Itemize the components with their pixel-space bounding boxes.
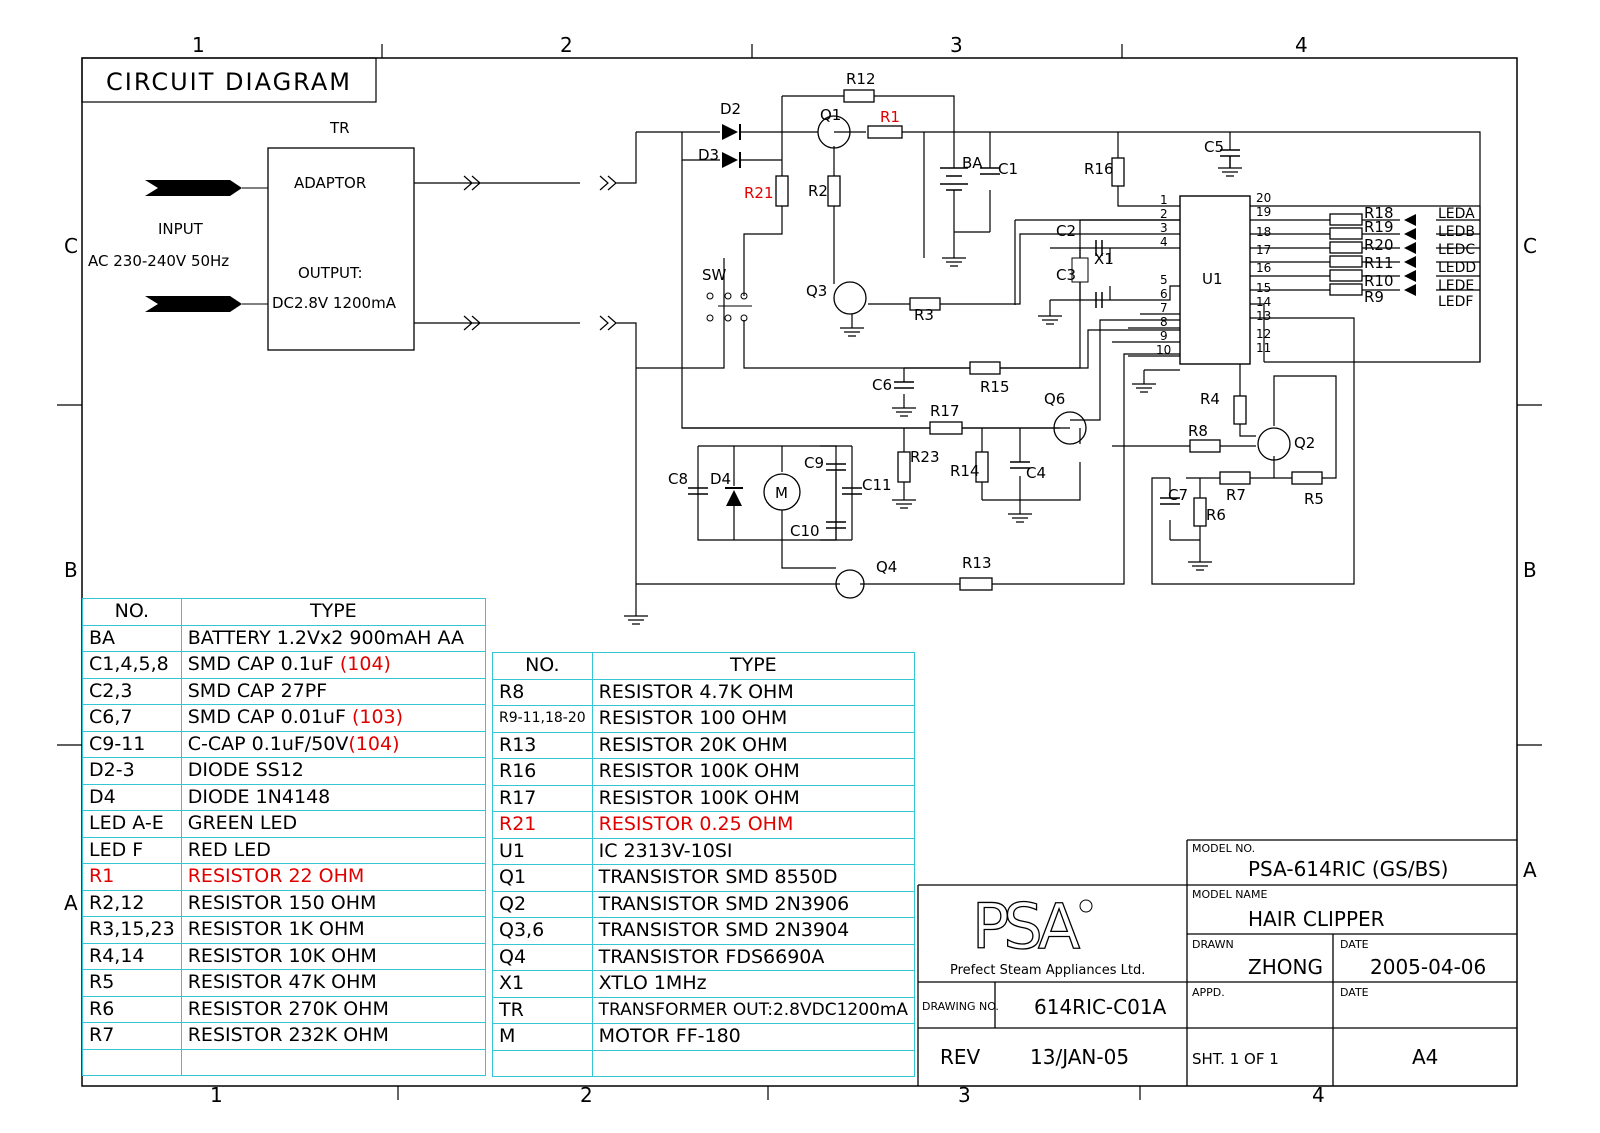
label-ledb: LEDB [1438,224,1476,240]
switch-sw [707,293,752,321]
svg-text:19: 19 [1256,205,1272,219]
bom-left-cell-no: C6,7 [83,705,182,732]
label-r10: R10 [1364,272,1394,290]
bom-right-cell-type-text: TRANSISTOR SMD 2N3906 [598,892,850,915]
date-label: DATE [1340,938,1369,951]
svg-text:10: 10 [1156,343,1172,357]
label-r16: R16 [1084,160,1114,178]
table-row [493,865,915,892]
label-c3: C3 [1056,266,1077,284]
table-row [493,812,915,839]
label-ba: BA [962,154,983,172]
bom-left-cell-type [181,996,485,1023]
input-plug-bottom [145,296,268,312]
label-r4: R4 [1200,390,1220,408]
bom-right-cell-type [592,891,914,918]
resistor-r6 [1194,498,1206,526]
transistor-q4 [836,570,864,598]
col-marker-bottom-2: 2 [580,1083,593,1107]
table-row [83,1023,486,1050]
table-row [83,943,486,970]
table-row [493,838,915,865]
bom-right-cell-type-text: TRANSISTOR SMD 8550D [598,866,838,889]
table-row [83,678,486,705]
resistor-r17 [930,422,962,434]
adaptor-output-value: DC2.8V 1200mA [272,294,396,312]
svg-text:11: 11 [1256,341,1272,355]
resistor-r4 [1234,396,1246,424]
bom-right-cell-type-text: XTLO 1MHz [598,972,707,995]
label-c10: C10 [790,522,820,540]
bom-left-cell-type-text: SMD CAP 0.01uF [187,706,352,729]
table-row [83,758,486,785]
bom-left-cell-type [181,970,485,997]
bom-right-cell-type-text: TRANSISTOR SMD 2N3904 [598,919,850,942]
table-row [493,785,915,812]
row-marker-left-c: C [64,234,78,258]
date-value: 2005-04-06 [1370,955,1487,979]
table-row [493,706,915,733]
resistor-r5 [1292,472,1322,484]
label-lede: LEDE [1438,278,1475,294]
col-marker-top-3: 3 [950,33,963,57]
col-marker-top-2: 2 [560,33,573,57]
drawing-no-label: DRAWING NO. [922,1000,999,1013]
bom-right-cell-type-text: IC 2313V-10SI [598,839,733,862]
label-c7: C7 [1168,486,1189,504]
label-q4: Q4 [876,558,898,576]
label-r9: R9 [1364,288,1384,306]
label-r1: R1 [880,108,900,126]
table-row [83,996,486,1023]
table-row [493,679,915,706]
bom-left-cell-no: R2,12 [83,890,182,917]
psa-logo [972,890,1092,963]
bom-right-cell-no: Q2 [493,891,593,918]
resistor-r1 [868,126,902,138]
bom-left-cell-no: R7 [83,1023,182,1050]
label-c1: C1 [998,160,1019,178]
page-title: CIRCUIT DIAGRAM [106,68,352,96]
col-marker-top-4: 4 [1295,33,1308,57]
label-q3: Q3 [806,282,828,300]
adaptor-name: ADAPTOR [294,174,367,192]
label-leda: LEDA [1438,206,1475,222]
bom-left-cell-type [181,837,485,864]
resistor-r18 [1330,214,1362,225]
label-ledc: LEDC [1438,242,1476,258]
resistor-r23 [898,452,910,482]
bom-left-cell-type-text: DIODE 1N4148 [187,785,331,808]
label-d3: D3 [698,146,720,164]
sheet-size: A4 [1412,1045,1439,1069]
label-ledd: LEDD [1438,260,1477,276]
bom-right-cell-no: R17 [493,785,593,812]
model-name-label: MODEL NAME [1192,888,1268,901]
table-row [83,811,486,838]
bom-right-cell-no: Q1 [493,865,593,892]
bom-left-cell-type-text: RESISTOR 150 OHM [187,891,377,914]
bom-left-cell-no: BA [83,625,182,652]
bom-right-cell-no: TR [493,997,593,1024]
bom-left-cell-type-text: SMD CAP 27PF [187,679,328,702]
bom-left-cell-type-code: (104) [339,653,391,676]
label-ledf: LEDF [1438,294,1474,310]
bom-left-cell-type [181,731,485,758]
table-row [493,918,915,945]
svg-text:12: 12 [1256,327,1272,341]
label-c2: C2 [1056,222,1077,240]
bom-left-cell-type [181,625,485,652]
resistor-r10 [1330,270,1362,281]
bom-right-cell-type [592,918,914,945]
svg-text:15: 15 [1256,281,1272,295]
bom-left-cell-no: R4,14 [83,943,182,970]
bom-right-cell-type-text: RESISTOR 100K OHM [598,760,800,783]
table-row [83,890,486,917]
bom-left-cell-type-text: RESISTOR 47K OHM [187,971,377,994]
input-plug-top [145,180,268,196]
bom-left-cell-no: D4 [83,784,182,811]
bom-left-cell-type [181,705,485,732]
bom-left-cell-type-text: SMD CAP 0.1uF [187,653,340,676]
label-r21: R21 [744,184,774,202]
svg-text:17: 17 [1256,243,1272,257]
bom-right-cell-type-text: TRANSISTOR FDS6690A [598,945,825,968]
label-r6: R6 [1206,506,1226,524]
bom-left-header-row [83,599,486,626]
table-row [83,705,486,732]
bom-left-cell-type-text: RESISTOR 22 OHM [187,865,365,888]
bom-left-header-no: NO. [83,599,182,626]
table-row [493,997,915,1024]
bom-left-cell-type [181,1049,485,1076]
table-row [493,732,915,759]
table-row [83,731,486,758]
label-r3: R3 [914,306,934,324]
bom-left-cell-no: LED A-E [83,811,182,838]
resistor-r9 [1330,284,1362,295]
bom-left-cell-no: LED F [83,837,182,864]
svg-text:2: 2 [1160,207,1168,221]
company-name: Prefect Steam Appliances Ltd. [950,963,1146,978]
bom-left-cell-type-text: RED LED [187,838,271,861]
label-r15: R15 [980,378,1010,396]
table-row [83,970,486,997]
label-d2: D2 [720,100,742,118]
bom-left-cell-type-text: BATTERY 1.2Vx2 900mAH AA [187,626,465,649]
bom-right-cell-type [592,838,914,865]
label-c6: C6 [872,376,893,394]
bom-right-cell-no: X1 [493,971,593,998]
bom-right-header-type: TYPE [592,653,914,680]
bom-left-cell-no: C9-11 [83,731,182,758]
label-q1: Q1 [820,106,842,124]
bom-right-cell-no: R21 [493,812,593,839]
bom-right-cell-type [592,732,914,759]
resistor-r19 [1330,228,1362,239]
bom-left-cell-type [181,943,485,970]
bom-left-cell-type [181,678,485,705]
label-u1: U1 [1202,270,1223,288]
row-marker-right-b: B [1523,558,1537,582]
svg-text:20: 20 [1256,191,1272,205]
resistor-r20 [1330,242,1362,253]
label-c4: C4 [1026,464,1047,482]
bom-right-cell-type [592,706,914,733]
row-marker-left-a: A [64,891,78,915]
label-c5: C5 [1204,138,1225,156]
date2-label: DATE [1340,986,1369,999]
bom-right-cell-no: Q4 [493,944,593,971]
bom-right-cell-type-text: RESISTOR 4.7K OHM [598,680,794,703]
bom-left-cell-type-code: (103) [351,706,404,729]
svg-text:13: 13 [1256,309,1272,323]
col-marker-bottom-3: 3 [958,1083,971,1107]
label-c9: C9 [804,454,825,472]
resistor-r2 [828,176,840,206]
bom-left-cell-no: C2,3 [83,678,182,705]
model-no: PSA-614RIC (GS/BS) [1248,857,1449,881]
resistor-r12 [844,90,874,102]
bom-left-cell-type-text: RESISTOR 1K OHM [187,918,365,941]
svg-text:18: 18 [1256,225,1272,239]
resistor-r8 [1190,440,1220,452]
label-c8: C8 [668,470,689,488]
svg-text:8: 8 [1160,315,1168,329]
model-no-label: MODEL NO. [1192,842,1256,855]
row-marker-right-a: A [1523,858,1537,882]
label-r7: R7 [1226,486,1246,504]
bom-left-cell-type [181,811,485,838]
bom-left-cell-type [181,890,485,917]
table-row [83,625,486,652]
bom-right-cell-no: R13 [493,732,593,759]
bom-right-cell-type-text: RESISTOR 100K OHM [598,786,800,809]
rev-value: 13/JAN-05 [1030,1045,1130,1069]
bom-right-cell-type-text: RESISTOR 100 OHM [598,707,788,730]
label-r11: R11 [1364,254,1394,272]
bom-right-cell-no: R9-11,18-20 [493,706,593,733]
bom-left-cell-no: R1 [83,864,182,891]
label-d4: D4 [710,470,732,488]
transistor-q3 [834,282,866,314]
bom-left-cell-no: D2-3 [83,758,182,785]
bom-right-cell-no: M [493,1024,593,1051]
label-x1: X1 [1094,250,1114,268]
col-marker-bottom-4: 4 [1312,1083,1325,1107]
col-marker-top-1: 1 [192,33,205,57]
adaptor-ref: TR [330,119,350,137]
drawn-label: DRAWN [1192,938,1234,951]
resistor-r16 [1112,158,1124,186]
bom-right-cell-no: R8 [493,679,593,706]
label-r17: R17 [930,402,960,420]
label-r23: R23 [910,448,940,466]
bom-table-left [82,598,486,1076]
bom-left-cell-type-code: (104) [348,732,400,755]
bom-right-cell-type [592,971,914,998]
label-q6: Q6 [1044,390,1066,408]
bom-right-cell-type-text: TRANSFORMER OUT:2.8VDC1200mA [598,999,909,1020]
bom-right-cell-type [592,997,914,1024]
svg-text:5: 5 [1160,273,1168,287]
bom-left-cell-type [181,1023,485,1050]
label-sw: SW [702,266,727,284]
label-r19: R19 [1364,218,1394,236]
table-row [83,652,486,679]
bom-right-cell-type [592,759,914,786]
rev-label: REV [940,1045,981,1069]
wiring [414,96,1480,584]
bom-left-cell-type-text: DIODE SS12 [187,759,304,782]
row-marker-left-b: B [64,558,78,582]
bom-right-cell-no [493,1050,593,1077]
label-r13: R13 [962,554,992,572]
bom-left-cell-type-text: RESISTOR 10K OHM [187,944,377,967]
svg-text:9: 9 [1160,329,1168,343]
bom-right-cell-type [592,679,914,706]
bom-right-cell-type [592,865,914,892]
led-symbols [1404,214,1416,296]
table-row [83,1049,486,1076]
svg-text:6: 6 [1160,287,1168,301]
drawn-value: ZHONG [1248,955,1323,979]
label-motor: M [775,484,788,502]
bom-right-header-row [493,653,915,680]
model-name: HAIR CLIPPER [1248,907,1385,931]
sheet-label: SHT. 1 OF 1 [1192,1050,1279,1068]
bom-right-header-no: NO. [493,653,593,680]
bom-left-cell-no: R3,15,23 [83,917,182,944]
bom-left-cell-type-text: RESISTOR 232K OHM [187,1024,389,1047]
bom-left-cell-type [181,758,485,785]
bom-right-cell-type-text: RESISTOR 0.25 OHM [598,813,794,836]
label-r5: R5 [1304,490,1324,508]
bom-right-cell-type [592,1050,914,1077]
bom-right-cell-type-text: RESISTOR 20K OHM [598,733,788,756]
bom-right-cell-type [592,1024,914,1051]
svg-text:16: 16 [1256,261,1272,275]
bom-left-header-type: TYPE [181,599,485,626]
appd-label: APPD. [1192,986,1225,999]
resistor-r11 [1330,256,1362,267]
label-c11: C11 [862,476,892,494]
svg-text:1: 1 [1160,193,1168,207]
label-r2: R2 [808,182,828,200]
bom-left-cell-type [181,652,485,679]
input-value: AC 230-240V 50Hz [88,252,230,270]
table-row [493,1050,915,1077]
diode-d3 [722,152,740,168]
capacitor-c6 [894,382,914,388]
diode-d2 [722,124,740,140]
bom-left-cell-no [83,1049,182,1076]
table-row [493,759,915,786]
bom-right-cell-type [592,785,914,812]
table-row [493,1024,915,1051]
adaptor-output-label: OUTPUT: [298,264,363,282]
label-r20: R20 [1364,236,1394,254]
bom-left-cell-type-text: GREEN LED [187,812,298,835]
table-row [493,891,915,918]
resistor-r21 [776,176,788,206]
bom-left-cell-type [181,917,485,944]
label-r8: R8 [1188,422,1208,440]
bom-left-cell-no: R5 [83,970,182,997]
bom-left-cell-type [181,784,485,811]
label-q2: Q2 [1294,434,1316,452]
bom-right-cell-type-text: MOTOR FF-180 [598,1025,741,1048]
label-r12: R12 [846,70,876,88]
col-marker-bottom-1: 1 [210,1083,223,1107]
svg-text:14: 14 [1256,295,1272,309]
bom-right-cell-type [592,812,914,839]
label-r14: R14 [950,462,980,480]
svg-text:3: 3 [1160,221,1168,235]
label-r18: R18 [1364,204,1394,222]
resistor-bodies [776,90,1362,590]
row-marker-right-c: C [1523,234,1537,258]
table-row [493,971,915,998]
bom-right-cell-no: R16 [493,759,593,786]
table-row [493,944,915,971]
table-row [83,837,486,864]
bom-right-cell-no: Q3,6 [493,918,593,945]
bom-left-cell-no: C1,4,5,8 [83,652,182,679]
bom-left-cell-type-text: C-CAP 0.1uF/50V [187,732,349,755]
transistor-q2 [1258,428,1290,460]
svg-text:7: 7 [1160,301,1168,315]
svg-text:PSA: PSA [972,890,1075,963]
svg-text:4: 4 [1160,235,1168,249]
bom-left-cell-no: R6 [83,996,182,1023]
bom-table-right [492,652,915,1077]
bom-right-cell-no: U1 [493,838,593,865]
diode-d4 [725,488,743,506]
bom-right-cell-type [592,944,914,971]
bom-left-cell-type-text: RESISTOR 270K OHM [187,997,389,1020]
table-row [83,784,486,811]
capacitor-c1 [980,168,1000,174]
ground-symbols [624,168,1242,624]
table-row [83,864,486,891]
input-label: INPUT [158,220,203,238]
resistor-r15 [970,362,1000,374]
resistor-r7 [1220,472,1250,484]
drawing-no: 614RIC-C01A [1034,995,1167,1019]
table-row [83,917,486,944]
bom-left-cell-type [181,864,485,891]
resistor-r13 [960,578,992,590]
